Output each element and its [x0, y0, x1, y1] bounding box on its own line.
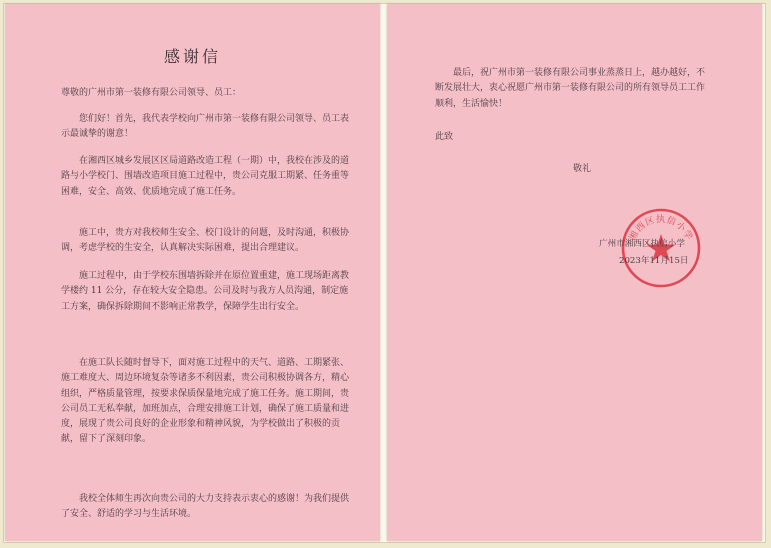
letter-signature: 广州市湘西区执信小学 — [599, 239, 685, 249]
letter-salutation: 尊敬的广州市第一装修有限公司领导、员工： — [61, 88, 242, 98]
letter-paragraph-2: 在湘西区城乡发展区区局道路改造工程（一期）中，我校在涉及的道路与小学校门、围墙改造项目施工过程中，贵公司克服工期紧、任务重等困难，安全、高效、优质地完成了施工任务。 — [61, 156, 350, 197]
letter-page-1 — [5, 4, 380, 541]
letter-paragraph-5: 在施工队长随时督导下，面对施工过程中的天气、道路、工期紧张、施工难度大、周边环境复杂等诸多不利因素，贵公司积极协调各方，精心组织，严格质量管理，按要求保质保量地完成了施工任务。施工期间，贵公司员工无私奉献，加班加点，合理安排施工计划，确保了施工质量和进度，展现了贵公司良好的企业形象和精神风貌，为学校做出了积极的贡献，留下了深刻印象。 — [61, 358, 350, 445]
seal-text: 湘西区执信小学 — [627, 215, 695, 243]
letter-paragraph-4: 施工过程中，由于学校东围墙拆除并在原位置重建，施工现场距离教学楼约 11 公分，存在较大安全隐患。公司及时与我方人员沟通，制定施工方案，确保拆除期间不影响正常教学，保障学生出行安全。 — [61, 271, 350, 312]
letter-final-paragraph: 最后，祝广州市第一装修有限公司事业蒸蒸日上，越办越好，不断发展壮大，衷心祝愿广州市第一装修有限公司的所有领导员工工作顺利，生活愉快！ — [435, 68, 706, 109]
letter-closing-greeting: 敬礼 — [573, 164, 592, 174]
letter-date: 2023年11月15日 — [619, 256, 689, 266]
letter-paragraph-6: 我校全体师生再次向贵公司的大力支持表示衷心的感谢！为我们提供了安全、舒适的学习与生活环境。 — [61, 494, 350, 520]
letter-paragraph-3: 施工中，贵方对我校师生安全、校门设计的问题，及时沟通，积极协调，考虑学校的生安全，认真解决实际困难，提出合理建议。 — [61, 228, 350, 254]
letter-page-2 — [387, 4, 762, 541]
letter-closing-line: 此致 — [435, 132, 454, 142]
letter-title: 感谢信 — [163, 47, 221, 66]
letter-paragraph-1: 您们好！首先，我代表学校向广州市第一装修有限公司领导、员工表示最诚挚的谢意！ — [61, 114, 350, 140]
